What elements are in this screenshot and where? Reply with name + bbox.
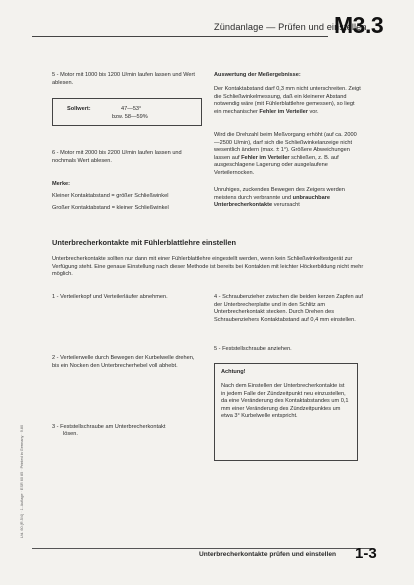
step-5-right-text: 5 - Feststellschraube anziehen. xyxy=(214,346,292,352)
step-3-text: 3 - Feststellschraube am Unterbrecherkontakt xyxy=(52,424,166,430)
section-heading: Unterbrecherkontakte mit Fühlerblattlehre einstellen xyxy=(52,238,236,247)
paragraph-3-bold: unbrauchbare Unterbrecherkontakte xyxy=(214,194,330,209)
sollwert-percent: bzw. 58—59% xyxy=(112,114,148,120)
achtung-title: Achtung! xyxy=(221,369,246,375)
header-rule xyxy=(32,36,328,37)
sollwert-degrees: 47—53° xyxy=(121,106,142,112)
achtung-text: Nach dem Einstellen der Unterbrecherkontakte ist in jedem Falle der Zündzeitpunkt neu einzustellen, da eine Veränderung des Kontaktabstandes um 0,1 mm einer Veränderung des Zündzeitpunktes um etwa 3° Kurbelwelle entspricht. xyxy=(221,383,349,420)
merke-line-1: Kleiner Kontaktabstand = größer Schließwinkel xyxy=(52,193,169,199)
auswertung-paragraph-1 xyxy=(214,86,362,116)
step-6-text: 6 - Motor mit 2000 bis 2200 U/min laufen lassen und nochmals Wert ablesen. xyxy=(52,150,182,164)
footer-rule xyxy=(32,548,372,549)
page-number: 1-3 xyxy=(355,545,377,562)
merke-line-2: Großer Kontaktabstand = kleiner Schließwinkel xyxy=(52,205,169,211)
paragraph-1-bold: Fehler im Verteiler xyxy=(259,108,308,115)
paragraph-2-bold: Fehler im Verteiler xyxy=(241,154,290,161)
auswertung-paragraph-2 xyxy=(214,132,362,178)
footer-title: Unterbrecherkontakte prüfen und einstellen xyxy=(199,551,337,558)
auswertung-title: Auswertung der Meßergebnisse: xyxy=(214,72,301,78)
header-title: Zündanlage — Prüfen und einstellen xyxy=(214,22,367,32)
paragraph-2-end: schließen, z. B. auf ausgeschlagene Lagerung oder ausgelaufene Verteilernocken. xyxy=(214,154,339,176)
step-4-text: 4 - Schraubenzieher zwischen die beiden kerzen Zapfen auf der Unterbrecherplatte und in den Schlitz am Unterbrecherkontakt stecken. Durch Drehen des Schraubenziehers Kontaktabstand auf 0,4 mm einstellen. xyxy=(214,294,363,323)
paragraph-1-text: Der Kontaktabstand darf 0,3 mm nicht unterschreiten. Zeigt die Schließwinkelmessung, daß ein kleinerer Abstand notwendig wäre (mit Fühlerblattlehre gemessen), so liegt ein mechanischer xyxy=(214,86,361,115)
side-print: Lfd. 60 (R.5/4) · 1. Auflage · ESR 60 85 · Printed in Germany · 9.80 xyxy=(20,424,24,538)
paragraph-3-text: Unruhiges, zuckendes Bewegen des Zeigers werden meistens durch verbrannte und xyxy=(214,187,345,201)
paragraph-1-end: vor. xyxy=(307,108,319,115)
achtung-box xyxy=(214,363,358,461)
auswertung-paragraph-3 xyxy=(214,187,362,210)
step-3-continuation: lösen. xyxy=(63,431,78,437)
step-5-text: 5 - Motor mit 1000 bis 1200 U/min laufen lassen und Wert ablesen. xyxy=(52,72,195,86)
sollwert-box xyxy=(52,98,202,126)
section-intro: Unterbrecherkontakte sollten nur dann mit einer Fühlerblattlehre eingestellt werden, wenn kein Schließwinkeltestgerät zur Verfügung steht. Eine genaue Einstellung nach dieser Methode ist bereits bei Kontakten mit leichter Höckerbildung nicht mehr möglich. xyxy=(52,256,364,278)
paragraph-3-end: verursacht xyxy=(272,202,300,209)
paragraph-2-text: Wird die Drehzahl beim Meßvorgang erhöht (auf ca. 2000—2500 U/min), darf sich die Schließwinkelanzeige nicht wesentlich ändern (max. ± 1°). Größere Abweichungen lassen auf xyxy=(214,132,357,161)
section-code: M3.3 xyxy=(334,12,384,38)
step-2-text: 2 - Verteilerwelle durch Bewegen der Kurbelwelle drehen, bis ein Nocken den Unterbrecherhebel voll abhebt. xyxy=(52,355,195,369)
merke-title: Merke: xyxy=(52,181,71,187)
sollwert-label: Sollwert: xyxy=(67,106,91,112)
step-1-text: 1 - Verteilerkopf und Verteilerläufer abnehmen. xyxy=(52,294,168,300)
